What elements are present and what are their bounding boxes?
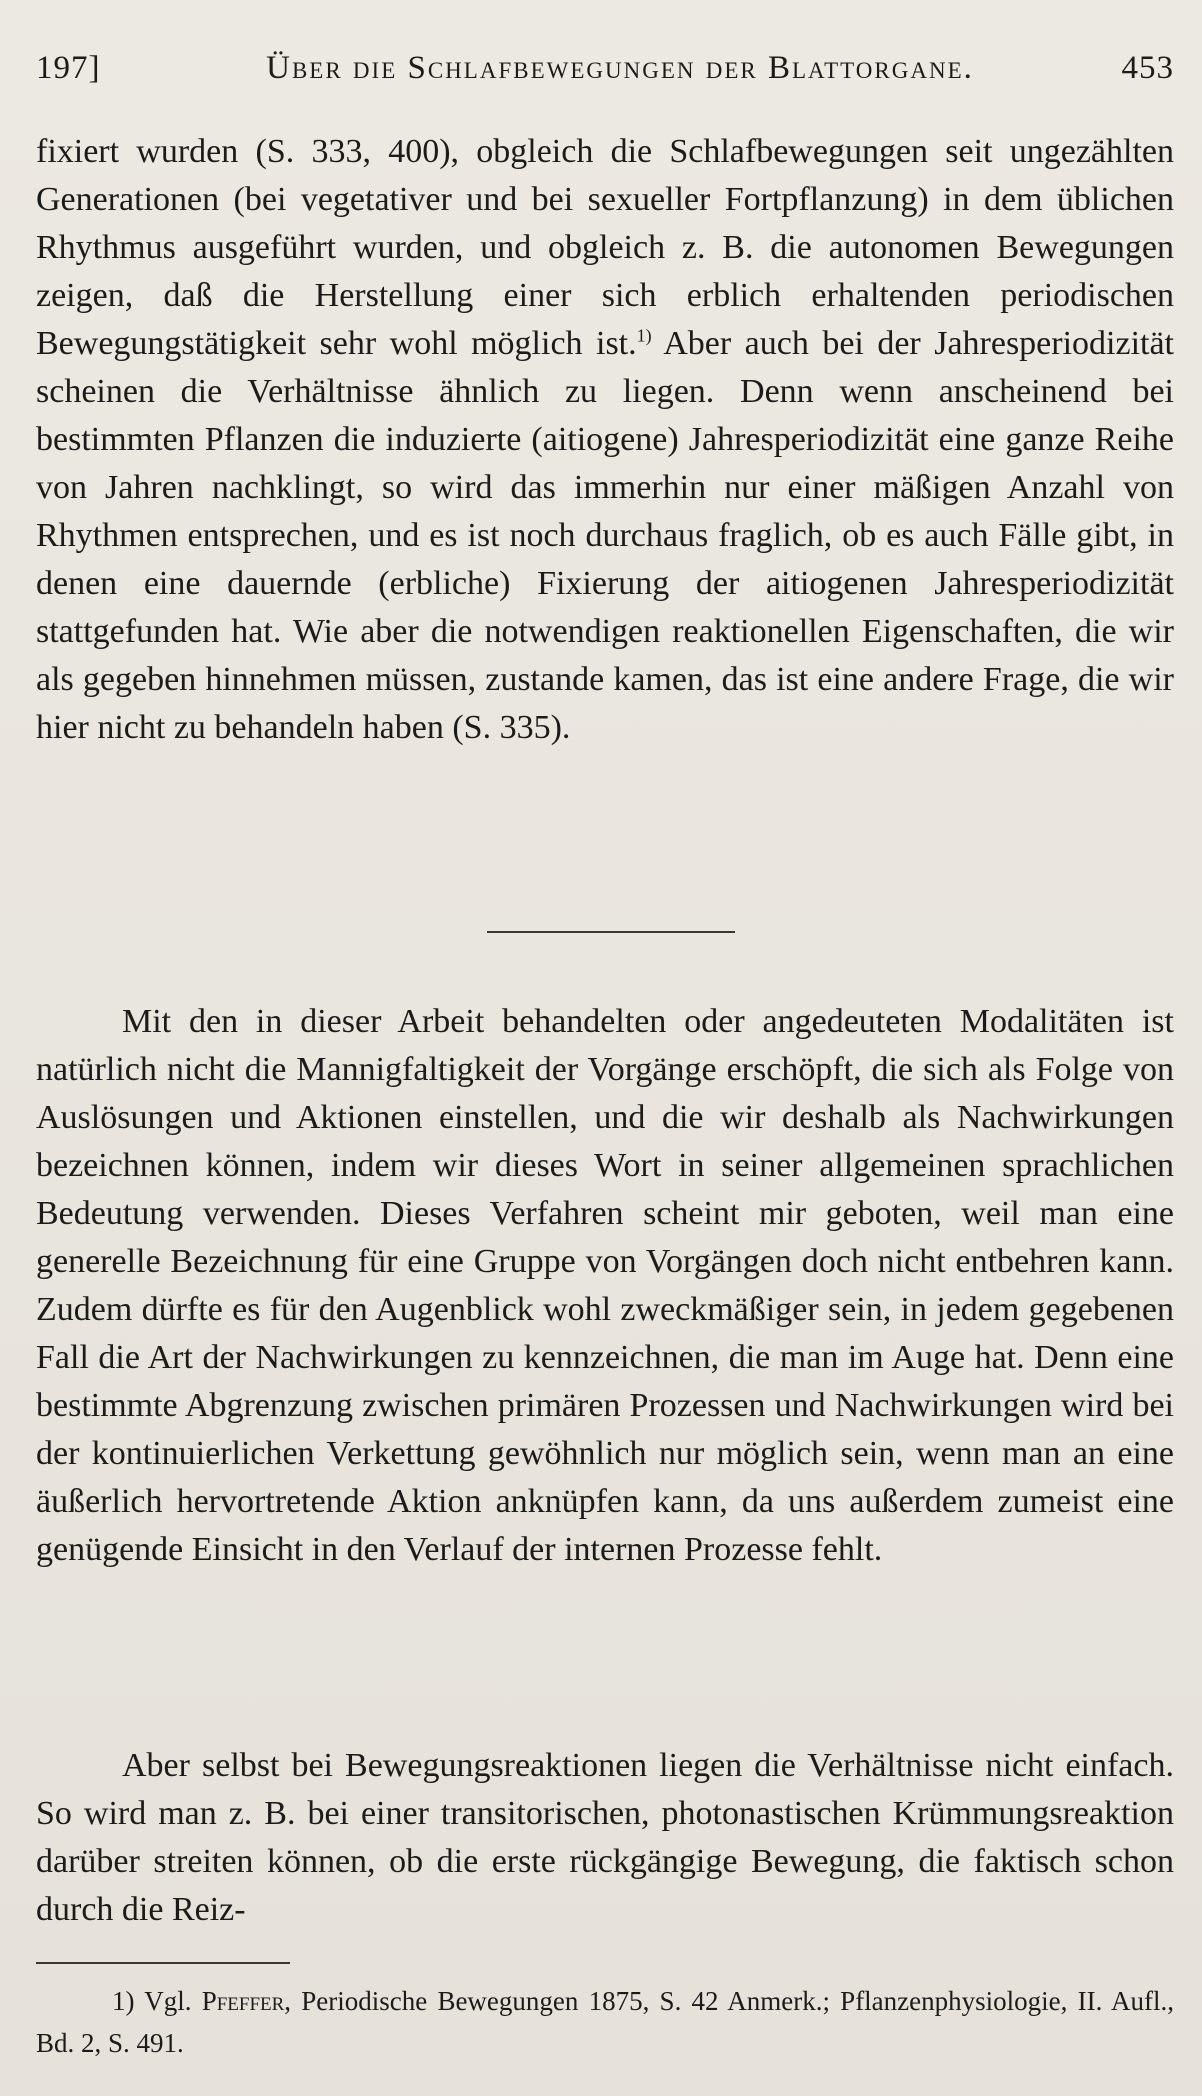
- footnote-marker: 1): [112, 1986, 135, 2016]
- running-header: [36, 38, 1174, 98]
- footnote-reference[interactable]: 1): [636, 325, 652, 346]
- footnote-text-before: Vgl.: [144, 1986, 192, 2016]
- footnote: [36, 1980, 1174, 2064]
- header-left-number: 197]: [36, 49, 101, 86]
- header-title: Über die Schlafbewegungen der Blattorgane.: [266, 49, 974, 86]
- footnote-text-after: Periodische Bewegungen 1875, S. 42 Anmerk.; Pflanzenphysiologie, II. Aufl., Bd. 2, S. 491.: [36, 1986, 1175, 2058]
- footnote-rule: [36, 1962, 290, 1964]
- paragraph-1-continuation: Aber auch bei der Jahresperiodizität scheinen die Verhältnisse ähnlich zu liegen. Denn wenn anscheinend bei bestimmten Pflanzen die induzierte (aitiogene) Jahresperiodizität eine ganze Reihe von Jahren nachklingt, so wird das immerhin nur einer mäßigen Anzahl von Rhythmen entsprechen, und es ist noch durchaus fraglich, ob es auch Fälle gibt, in denen eine dauernde (erbliche) Fixierung der aitiogenen Jahresperiodizität stattgefunden hat. Wie aber die notwendigen reaktionellen Eigenschaften, die wir als gegeben hinnehmen müssen, zustande kamen, das ist eine andere Frage, die wir hier nicht zu behandeln haben (S. 335).: [36, 325, 1174, 746]
- paragraph-1: [36, 128, 1174, 752]
- footnote-author: Pfeffer,: [201, 1986, 292, 2016]
- section-separator: [487, 931, 735, 933]
- paragraph-2: Mit den in dieser Arbeit behandelten oder angedeuteten Modalitäten ist natürlich nicht die Mannigfaltigkeit der Vorgänge erschöpft, die sich als Folge von Auslösungen und Aktionen einstellen, und die wir deshalb als Nachwirkungen bezeichnen können, indem wir dieses Wort in seiner allgemeinen sprachlichen Bedeutung verwenden. Dieses Verfahren scheint mir geboten, weil man eine generelle Bezeichnung für eine Gruppe von Vorgängen doch nicht entbehren kann. Zudem dürfte es für den Augenblick wohl zweckmäßiger sein, in jedem gegebenen Fall die Art der Nachwirkungen zu kennzeichnen, die man im Auge hat. Denn eine bestimmte Abgrenzung zwischen primären Prozessen und Nachwirkungen wird bei der kontinuierlichen Verkettung gewöhnlich nur möglich sein, wenn man an eine äußerlich hervortretende Aktion anknüpfen kann, da uns außerdem zumeist eine genügende Einsicht in den Verlauf der internen Prozesse fehlt.: [36, 1003, 1174, 1568]
- paragraph-1-text: fixiert wurden (S. 333, 400), obgleich die Schlafbewegungen seit ungezählten Generationen (bei vegetativer und bei sexueller Fortpflanzung) in dem üblichen Rhythmus ausgeführt wurden, und obgleich z. B. die autonomen Bewegungen zeigen, daß die Herstellung einer sich erblich erhaltenden periodischen Bewegungstätigkeit sehr wohl möglich ist.: [36, 133, 1174, 362]
- paragraph-3: Aber selbst bei Bewegungsreaktionen liegen die Verhältnisse nicht einfach. So wird man z. B. bei einer transitorischen, photonastischen Krümmungsreaktion darüber streiten können, ob die erste rückgängige Bewegung, die faktisch schon durch die Reiz-: [36, 1747, 1174, 1928]
- page-number: 453: [1121, 49, 1174, 86]
